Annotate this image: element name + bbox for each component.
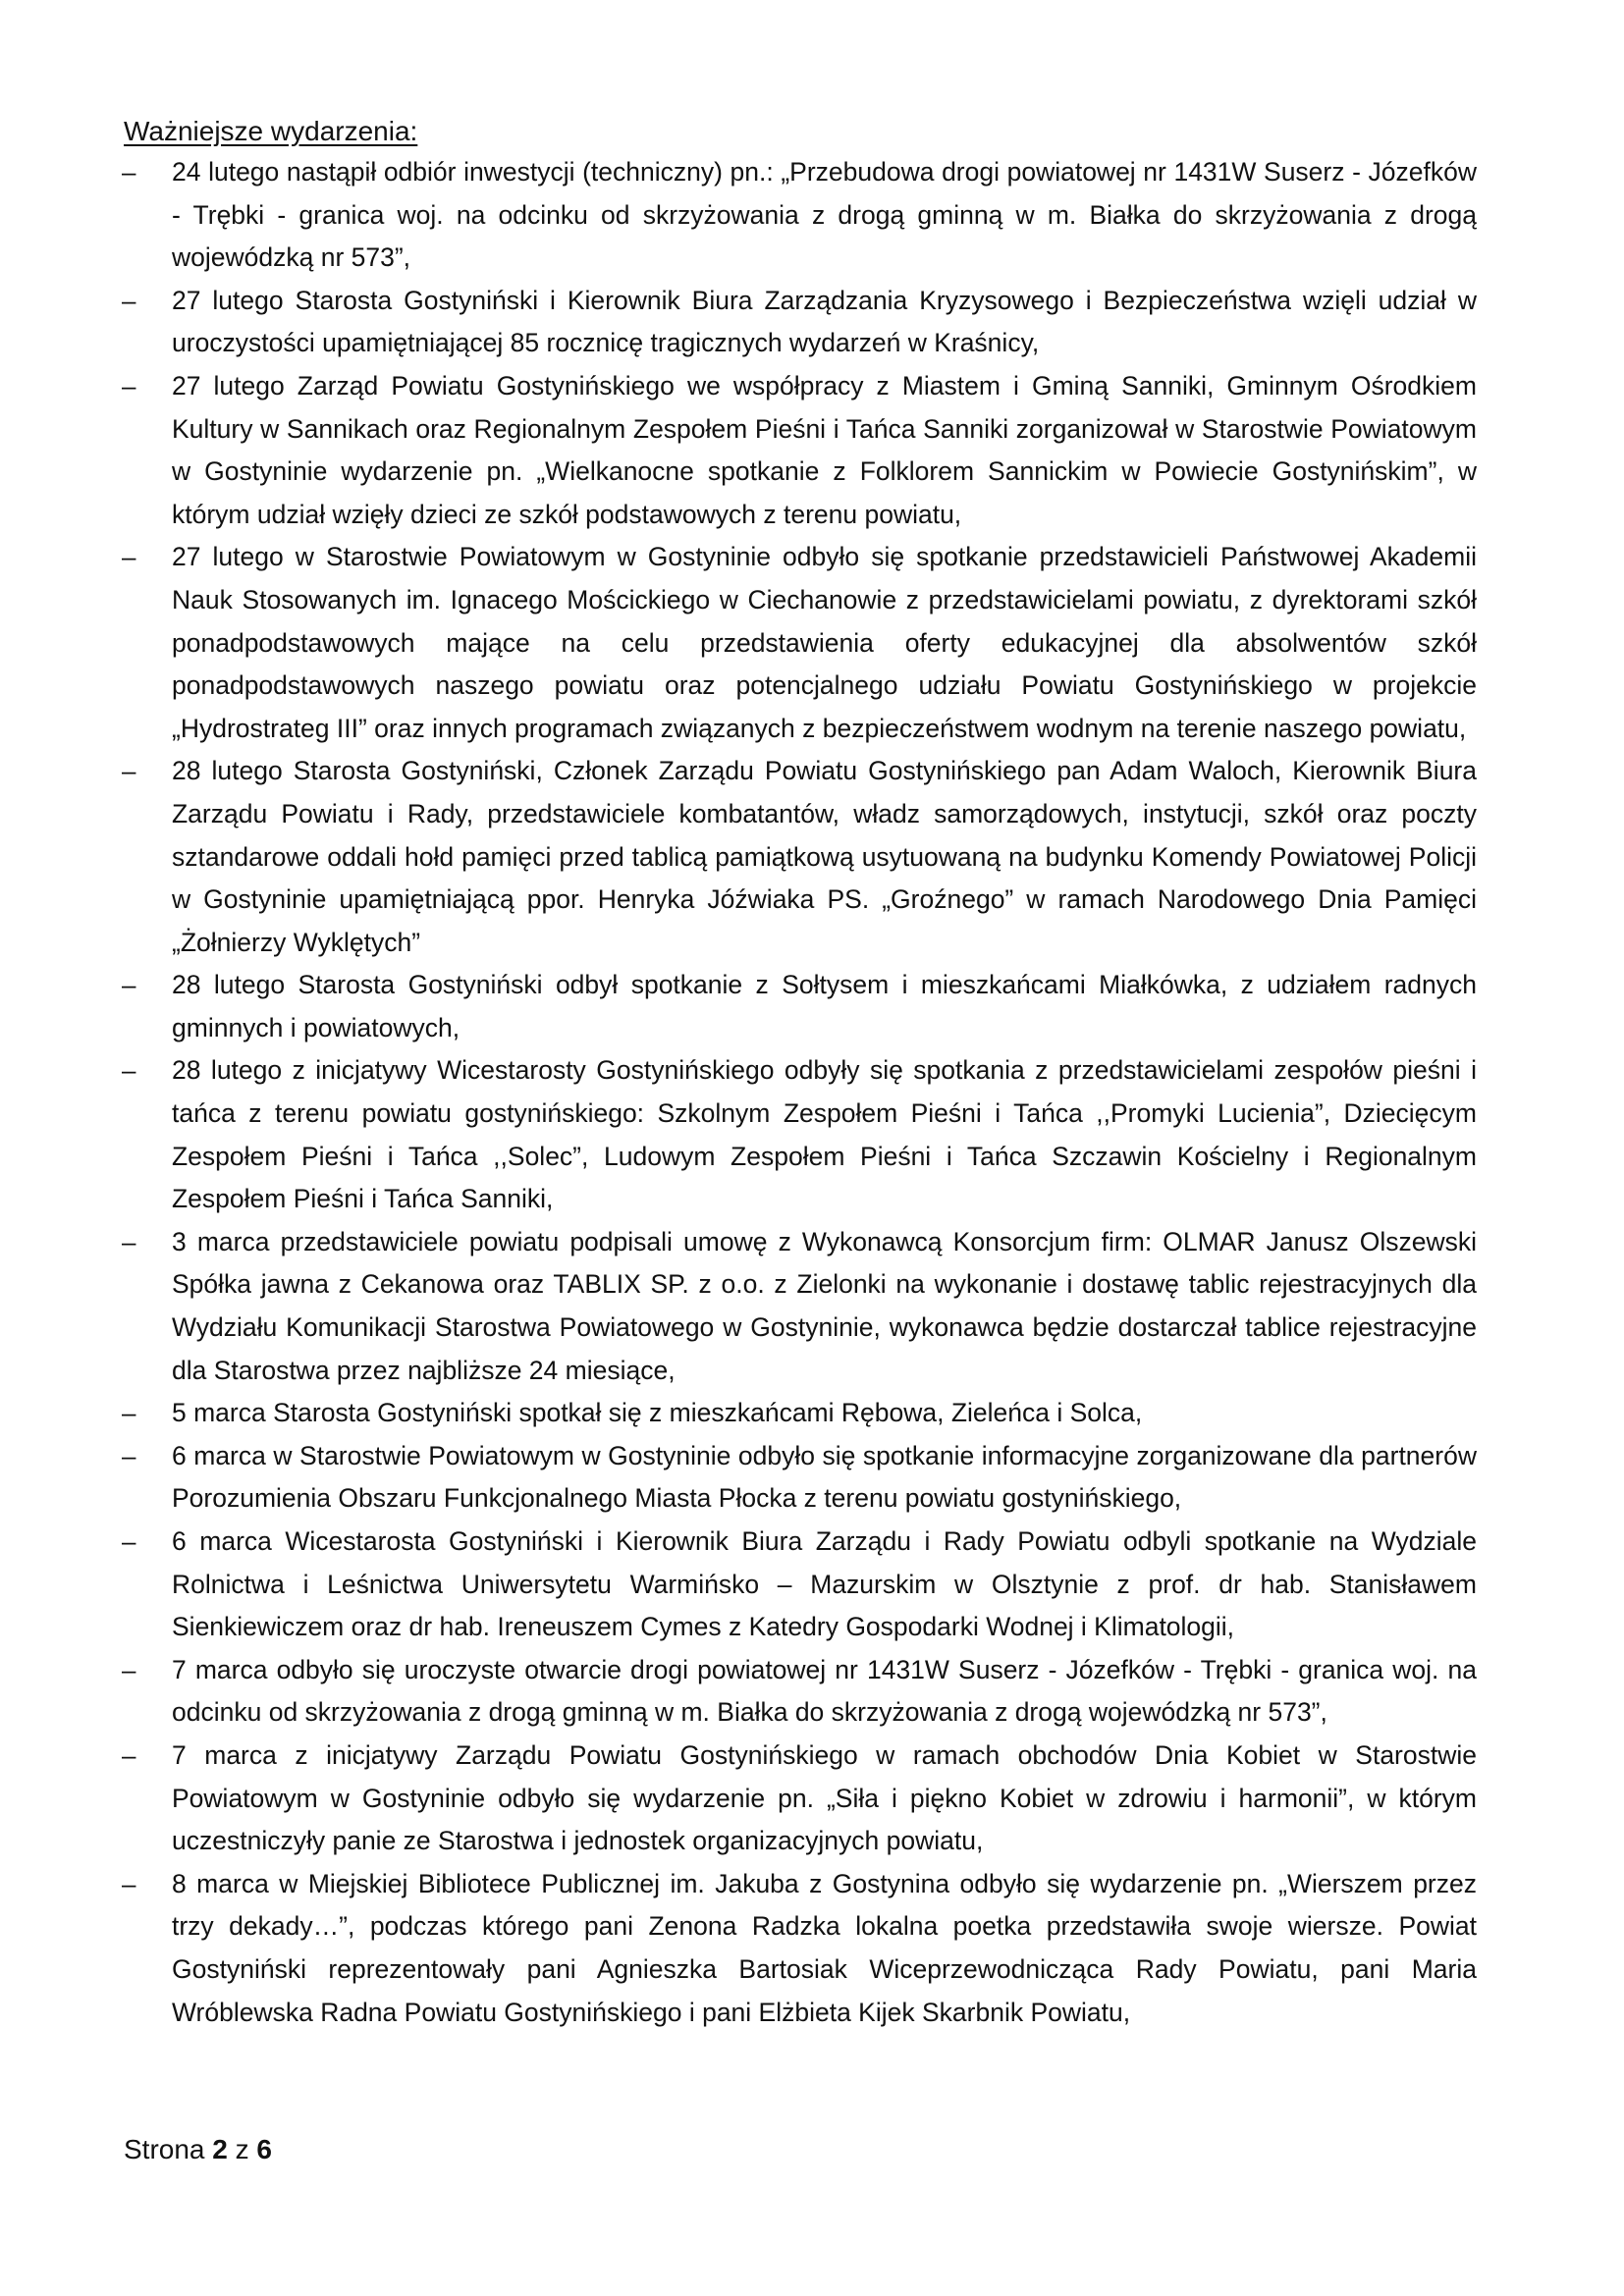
event-text: 3 marca przedstawiciele powiatu podpisali umowę z Wykonawcą Konsorcjum firm: OLMAR Janusz Olszewski Spółka jawna z Cekanowa oraz TABLIX SP. z o.o. z Zielonki na wykonanie i dostawę tablic rejestracyjnych dla Wydziału Komunikacji Starostwa Powiatowego w Gostyninie, wykonawca będzie dostarczał tablice rejestracyjne dla Starostwa przez najbliższe 24 miesiące,	[172, 1226, 1477, 1385]
event-text: 28 lutego z inicjatywy Wicestarosty Gostynińskiego odbyły się spotkania z przedstawicielami zespołów pieśni i tańca z terenu powiatu gostynińskiego: Szkolnym Zespołem Pieśni i Tańca ,,Promyki Lucienia”, Dziecięcym Zespołem Pieśni i Tańca ,,Solec”, Ludowym Zespołem Pieśni i Tańca Szczawin Kościelny i Regionalnym Zespołem Pieśni i Tańca Sanniki,	[172, 1055, 1477, 1214]
dash-bullet: –	[122, 1526, 136, 1556]
events-list	[0, 151, 1624, 2034]
footer-separator: z	[235, 2134, 249, 2164]
event-text: 5 marca Starosta Gostyniński spotkał się z mieszkańcami Rębowa, Zieleńca i Solca,	[172, 1398, 1143, 1428]
event-text: 27 lutego w Starostwie Powiatowym w Gostyninie odbyło się spotkanie przedstawicieli Państwowej Akademii Nauk Stosowanych im. Ignacego Mościckiego w Ciechanowie z przedstawicielami powiatu, z dyrektorami szkół ponadpodstawowych mające na celu przedstawienia oferty edukacyjnej dla absolwentów szkół ponadpodstawowych naszego powiatu oraz potencjalnego udziału Powiatu Gostynińskiego w projekcie „Hydrostrateg III” oraz innych programach związanych z bezpieczeństwem wodnym na terenie naszego powiatu,	[172, 542, 1477, 743]
event-item	[0, 1435, 1624, 1521]
event-item	[0, 365, 1624, 536]
event-text: 28 lutego Starosta Gostyniński, Członek Zarządu Powiatu Gostynińskiego pan Adam Waloch, Kierownik Biura Zarządu Powiatu i Rady, przedstawiciele kombatantów, władz samorządowych, instytucji, szkół oraz poczty sztandarowe oddali hołd pamięci przed tablicą pamiątkową usytuowaną na budynku Komendy Powiatowej Policji w Gostyninie upamiętniającą ppor. Henryka Jóźwiaka PS. „Groźnego” w ramach Narodowego Dnia Pamięci „Żołnierzy Wyklętych”	[172, 756, 1477, 957]
dash-bullet: –	[122, 1398, 136, 1428]
dash-bullet: –	[122, 157, 136, 187]
dash-bullet: –	[122, 1868, 136, 1898]
dash-bullet: –	[122, 370, 136, 400]
dash-bullet: –	[122, 756, 136, 786]
event-item	[0, 1049, 1624, 1220]
event-item	[0, 750, 1624, 964]
dash-bullet: –	[122, 970, 136, 1000]
dash-bullet: –	[122, 285, 136, 315]
dash-bullet: –	[122, 542, 136, 572]
event-text: 7 marca z inicjatywy Zarządu Powiatu Gostynińskiego w ramach obchodów Dnia Kobiet w Starostwie Powiatowym w Gostyninie odbyło się wydarzenie pn. „Siła i piękno Kobiet w zdrowiu i harmonii”, w którym uczestniczyły panie ze Starostwa i jednostek organizacyjnych powiatu,	[172, 1739, 1477, 1856]
event-item	[0, 1649, 1624, 1735]
dash-bullet: –	[122, 1654, 136, 1684]
event-text: 6 marca Wicestarosta Gostyniński i Kierownik Biura Zarządu i Rady Powiatu odbyli spotkanie na Wydziale Rolnictwa i Leśnictwa Uniwersytetu Warmińsko – Mazurskim w Olsztynie z prof. dr hab. Stanisławem Sienkiewiczem oraz dr hab. Ireneuszem Cymes z Katedry Gospodarki Wodnej i Klimatologii,	[172, 1526, 1477, 1642]
event-item	[0, 151, 1624, 280]
dash-bullet: –	[122, 1739, 136, 1770]
event-item	[0, 536, 1624, 750]
event-item	[0, 964, 1624, 1049]
event-text: 27 lutego Zarząd Powiatu Gostynińskiego we współpracy z Miastem i Gminą Sanniki, Gminnym Ośrodkiem Kultury w Sannikach oraz Regionalnym Zespołem Pieśni i Tańca Sanniki zorganizował w Starostwie Powiatowym w Gostyninie wydarzenie pn. „Wielkanocne spotkanie z Folklorem Sannickim w Powiecie Gostynińskim”, w którym udział wzięły dzieci ze szkół podstawowych z terenu powiatu,	[172, 370, 1477, 529]
event-text: 8 marca w Miejskiej Bibliotece Publicznej im. Jakuba z Gostynina odbyło się wydarzenie pn. „Wierszem przez trzy dekady…”, podczas którego pani Zenona Radzka lokalna poetka przedstawiła swoje wiersze. Powiat Gostyniński reprezentowały pani Agnieszka Bartosiak Wiceprzewodnicząca Rady Powiatu, pani Maria Wróblewska Radna Powiatu Gostynińskiego i pani Elżbieta Kijek Skarbnik Powiatu,	[172, 1868, 1477, 2027]
dash-bullet: –	[122, 1226, 136, 1256]
dash-bullet: –	[122, 1440, 136, 1470]
footer-total-pages: 6	[256, 2134, 272, 2164]
event-item	[0, 280, 1624, 365]
event-text: 27 lutego Starosta Gostyniński i Kierownik Biura Zarządzania Kryzysowego i Bezpieczeństwa wzięli udział w uroczystości upamiętniającej 85 rocznicę tragicznych wydarzeń w Kraśnicy,	[172, 285, 1477, 358]
event-item	[0, 1221, 1624, 1392]
event-item	[0, 1735, 1624, 1863]
event-item	[0, 1863, 1624, 2034]
event-item	[0, 1392, 1624, 1435]
section-heading: Ważniejsze wydarzenia:	[124, 116, 418, 146]
footer-current-page: 2	[212, 2134, 228, 2164]
footer-label: Strona	[124, 2134, 205, 2164]
event-text: 24 lutego nastąpił odbiór inwestycji (techniczny) pn.: „Przebudowa drogi powiatowej nr 1431W Suserz - Józefków - Trębki - granica woj. na odcinku od skrzyżowania z drogą gminną w m. Białka do skrzyżowania z drogą wojewódzką nr 573”,	[172, 157, 1477, 273]
dash-bullet: –	[122, 1055, 136, 1086]
event-text: 28 lutego Starosta Gostyniński odbył spotkanie z Sołtysem i mieszkańcami Miałkówka, z udziałem radnych gminnych i powiatowych,	[172, 970, 1477, 1042]
page-footer	[124, 2130, 272, 2169]
event-text: 7 marca odbyło się uroczyste otwarcie drogi powiatowej nr 1431W Suserz - Józefków - Trębki - granica woj. na odcinku od skrzyżowania z drogą gminną w m. Białka do skrzyżowania z drogą wojewódzką nr 573”,	[172, 1654, 1477, 1728]
event-text: 6 marca w Starostwie Powiatowym w Gostyninie odbyło się spotkanie informacyjne zorganizowane dla partnerów Porozumienia Obszaru Funkcjonalnego Miasta Płocka z terenu powiatu gostynińskiego,	[172, 1440, 1477, 1514]
event-item	[0, 1521, 1624, 1649]
